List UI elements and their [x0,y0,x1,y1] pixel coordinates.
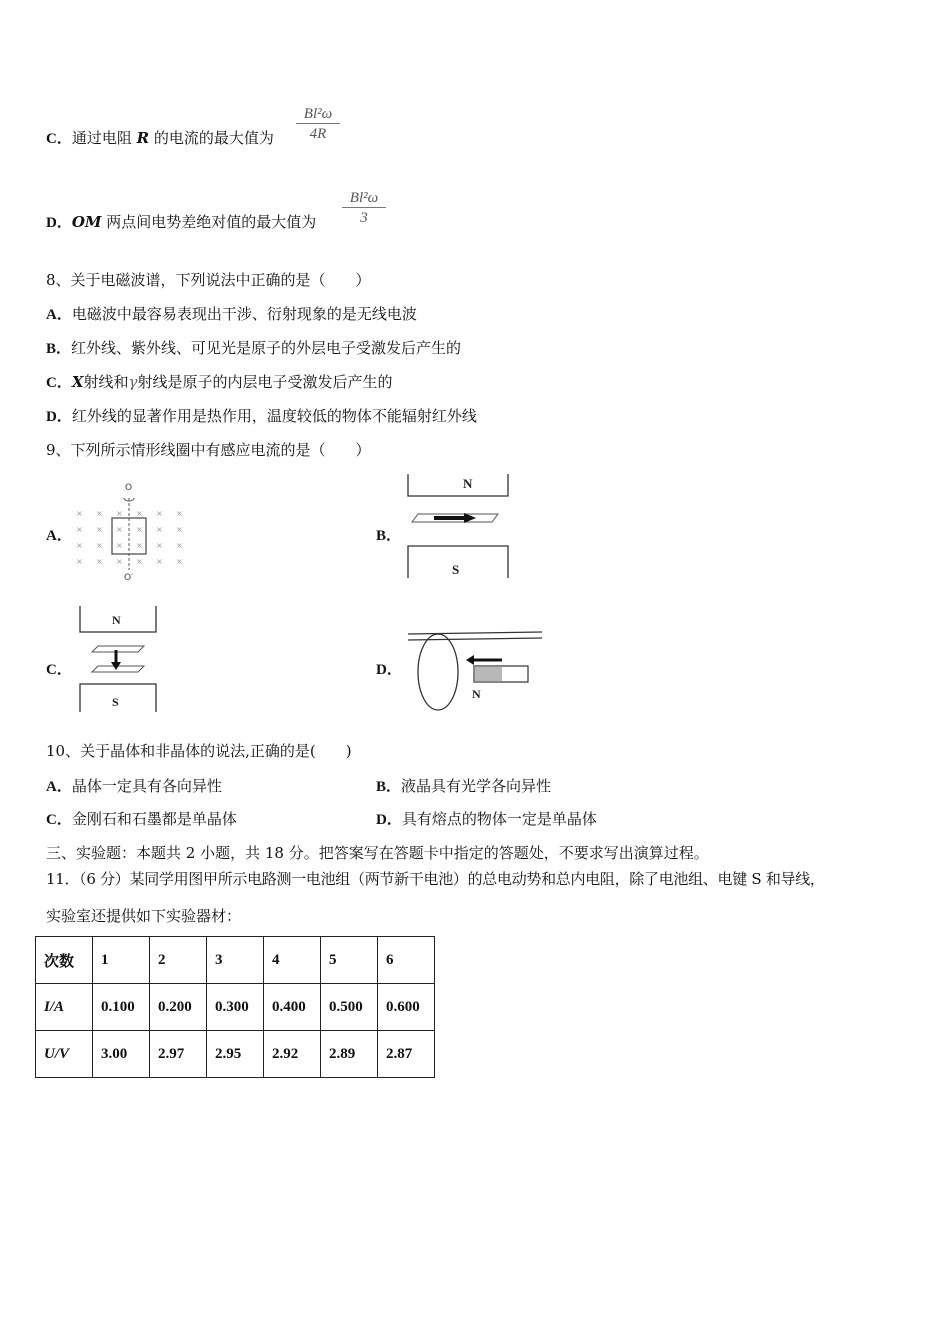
q9-label-d: D． [376,662,402,678]
q11-line-1: 11．（6 分）某同学用图甲所示电路测一电池组（两节新干电池）的总电动势和总内电阻，除了电池组、电键 S 和导线， [46,870,825,888]
svg-text:×: × [76,509,83,518]
table-cell: 2.95 [207,1031,264,1078]
svg-text:×: × [116,557,123,566]
table-row [36,1031,435,1078]
table-cell: 0.400 [264,984,321,1031]
q7-option-c: C．通过电阻 R 的电流的最大值为 [46,129,274,147]
table-cell: 6 [378,937,435,984]
svg-text:×: × [76,541,83,550]
svg-text:×: × [156,525,163,534]
q8-stem: 8、关于电磁波谱，下列说法中正确的是（ ） [46,271,371,289]
pole-label-n: N [463,476,473,491]
table-cell: 0.500 [321,984,378,1031]
svg-text:×: × [176,509,183,518]
data-table [35,936,435,1078]
table-cell: 1 [93,937,150,984]
q9-figure-c [76,604,162,714]
q7-d-fraction: $\frac{\text{Bl²ω}}{3}$ [342,190,386,227]
q7-c-fraction: $\frac{\text{Bl²ω}}{4R}$ [296,106,340,143]
axis-label-top: O [125,483,133,493]
table-cell: 2.89 [321,1031,378,1078]
q8-option-c: C．X射线和γ射线是原子的内层电子受激发后产生的 [46,373,393,391]
q10-option-a: A．晶体一定具有各向异性 [46,777,222,795]
svg-text:×: × [96,525,103,534]
svg-text:×: × [136,557,143,566]
svg-text:×: × [176,557,183,566]
coil-ring [418,634,458,710]
svg-text:×: × [136,541,143,550]
pole-label-s: S [452,562,460,577]
magnet-pole-top [408,474,508,496]
svg-text:×: × [156,509,163,518]
q9-figure-a [70,480,190,584]
axis-label-bottom: O′ [124,573,134,583]
table-cell: 3.00 [93,1031,150,1078]
q7-option-d: D．OM 两点间电势差绝对值的最大值为 [46,213,317,231]
table-cell: 5 [321,937,378,984]
svg-text:×: × [136,525,143,534]
pole-label-n: N [472,687,481,701]
table-cell: U/V [36,1031,93,1078]
svg-text:×: × [76,557,83,566]
table-cell: 2.87 [378,1031,435,1078]
svg-text:×: × [96,557,103,566]
table-cell: I/A [36,984,93,1031]
q8-option-a: A．电磁波中最容易表现出干涉、衍射现象的是无线电波 [46,305,417,323]
coil-plane-top [92,646,144,652]
q10-stem: 10、关于晶体和非晶体的说法,正确的是( ) [46,742,352,760]
section-3-heading: 三、实验题：本题共 2 小题，共 18 分。把答案写在答题卡中指定的答题处，不要求写出演算过程。 [46,844,709,862]
q10-option-b: B．液晶具有光学各向异性 [376,777,552,795]
table-cell: 0.200 [150,984,207,1031]
q8-option-d: D．红外线的显著作用是热作用，温度较低的物体不能辐射红外线 [46,407,477,425]
table-cell: 2 [150,937,207,984]
q10-option-c: C．金刚石和石墨都是单晶体 [46,810,237,828]
q11-line-2: 实验室还提供如下实验器材： [46,907,242,925]
table-cell: 2.92 [264,1031,321,1078]
svg-text:×: × [156,557,163,566]
q9-label-c: C． [46,662,72,678]
q9-figure-d [402,628,550,714]
pole-label-s: S [112,695,119,709]
table-row [36,984,435,1031]
svg-text:×: × [96,509,103,518]
table-cell: 0.600 [378,984,435,1031]
q10-option-d: D．具有熔点的物体一定是单晶体 [376,810,597,828]
q9-label-b: B． [376,528,402,544]
svg-text:×: × [156,541,163,550]
coil-plane-bottom [92,666,144,672]
svg-text:×: × [116,509,123,518]
svg-text:×: × [116,541,123,550]
svg-text:×: × [76,525,83,534]
table-cell: 0.100 [93,984,150,1031]
svg-text:×: × [176,541,183,550]
svg-text:×: × [116,525,123,534]
svg-text:×: × [176,525,183,534]
q9-stem: 9、下列所示情形线圈中有感应电流的是（ ） [46,441,371,459]
table-cell: 次数 [36,937,93,984]
table-cell: 2.97 [150,1031,207,1078]
svg-text:×: × [136,509,143,518]
table-cell: 0.300 [207,984,264,1031]
pole-label-n: N [112,613,121,627]
svg-text:×: × [96,541,103,550]
q8-option-b: B．红外线、紫外线、可见光是原子的外层电子受激发后产生的 [46,339,462,357]
table-cell: 4 [264,937,321,984]
q9-label-a: A． [46,528,72,544]
q9-figure-b [400,470,520,582]
table-cell: 3 [207,937,264,984]
table-header-row [36,937,435,984]
